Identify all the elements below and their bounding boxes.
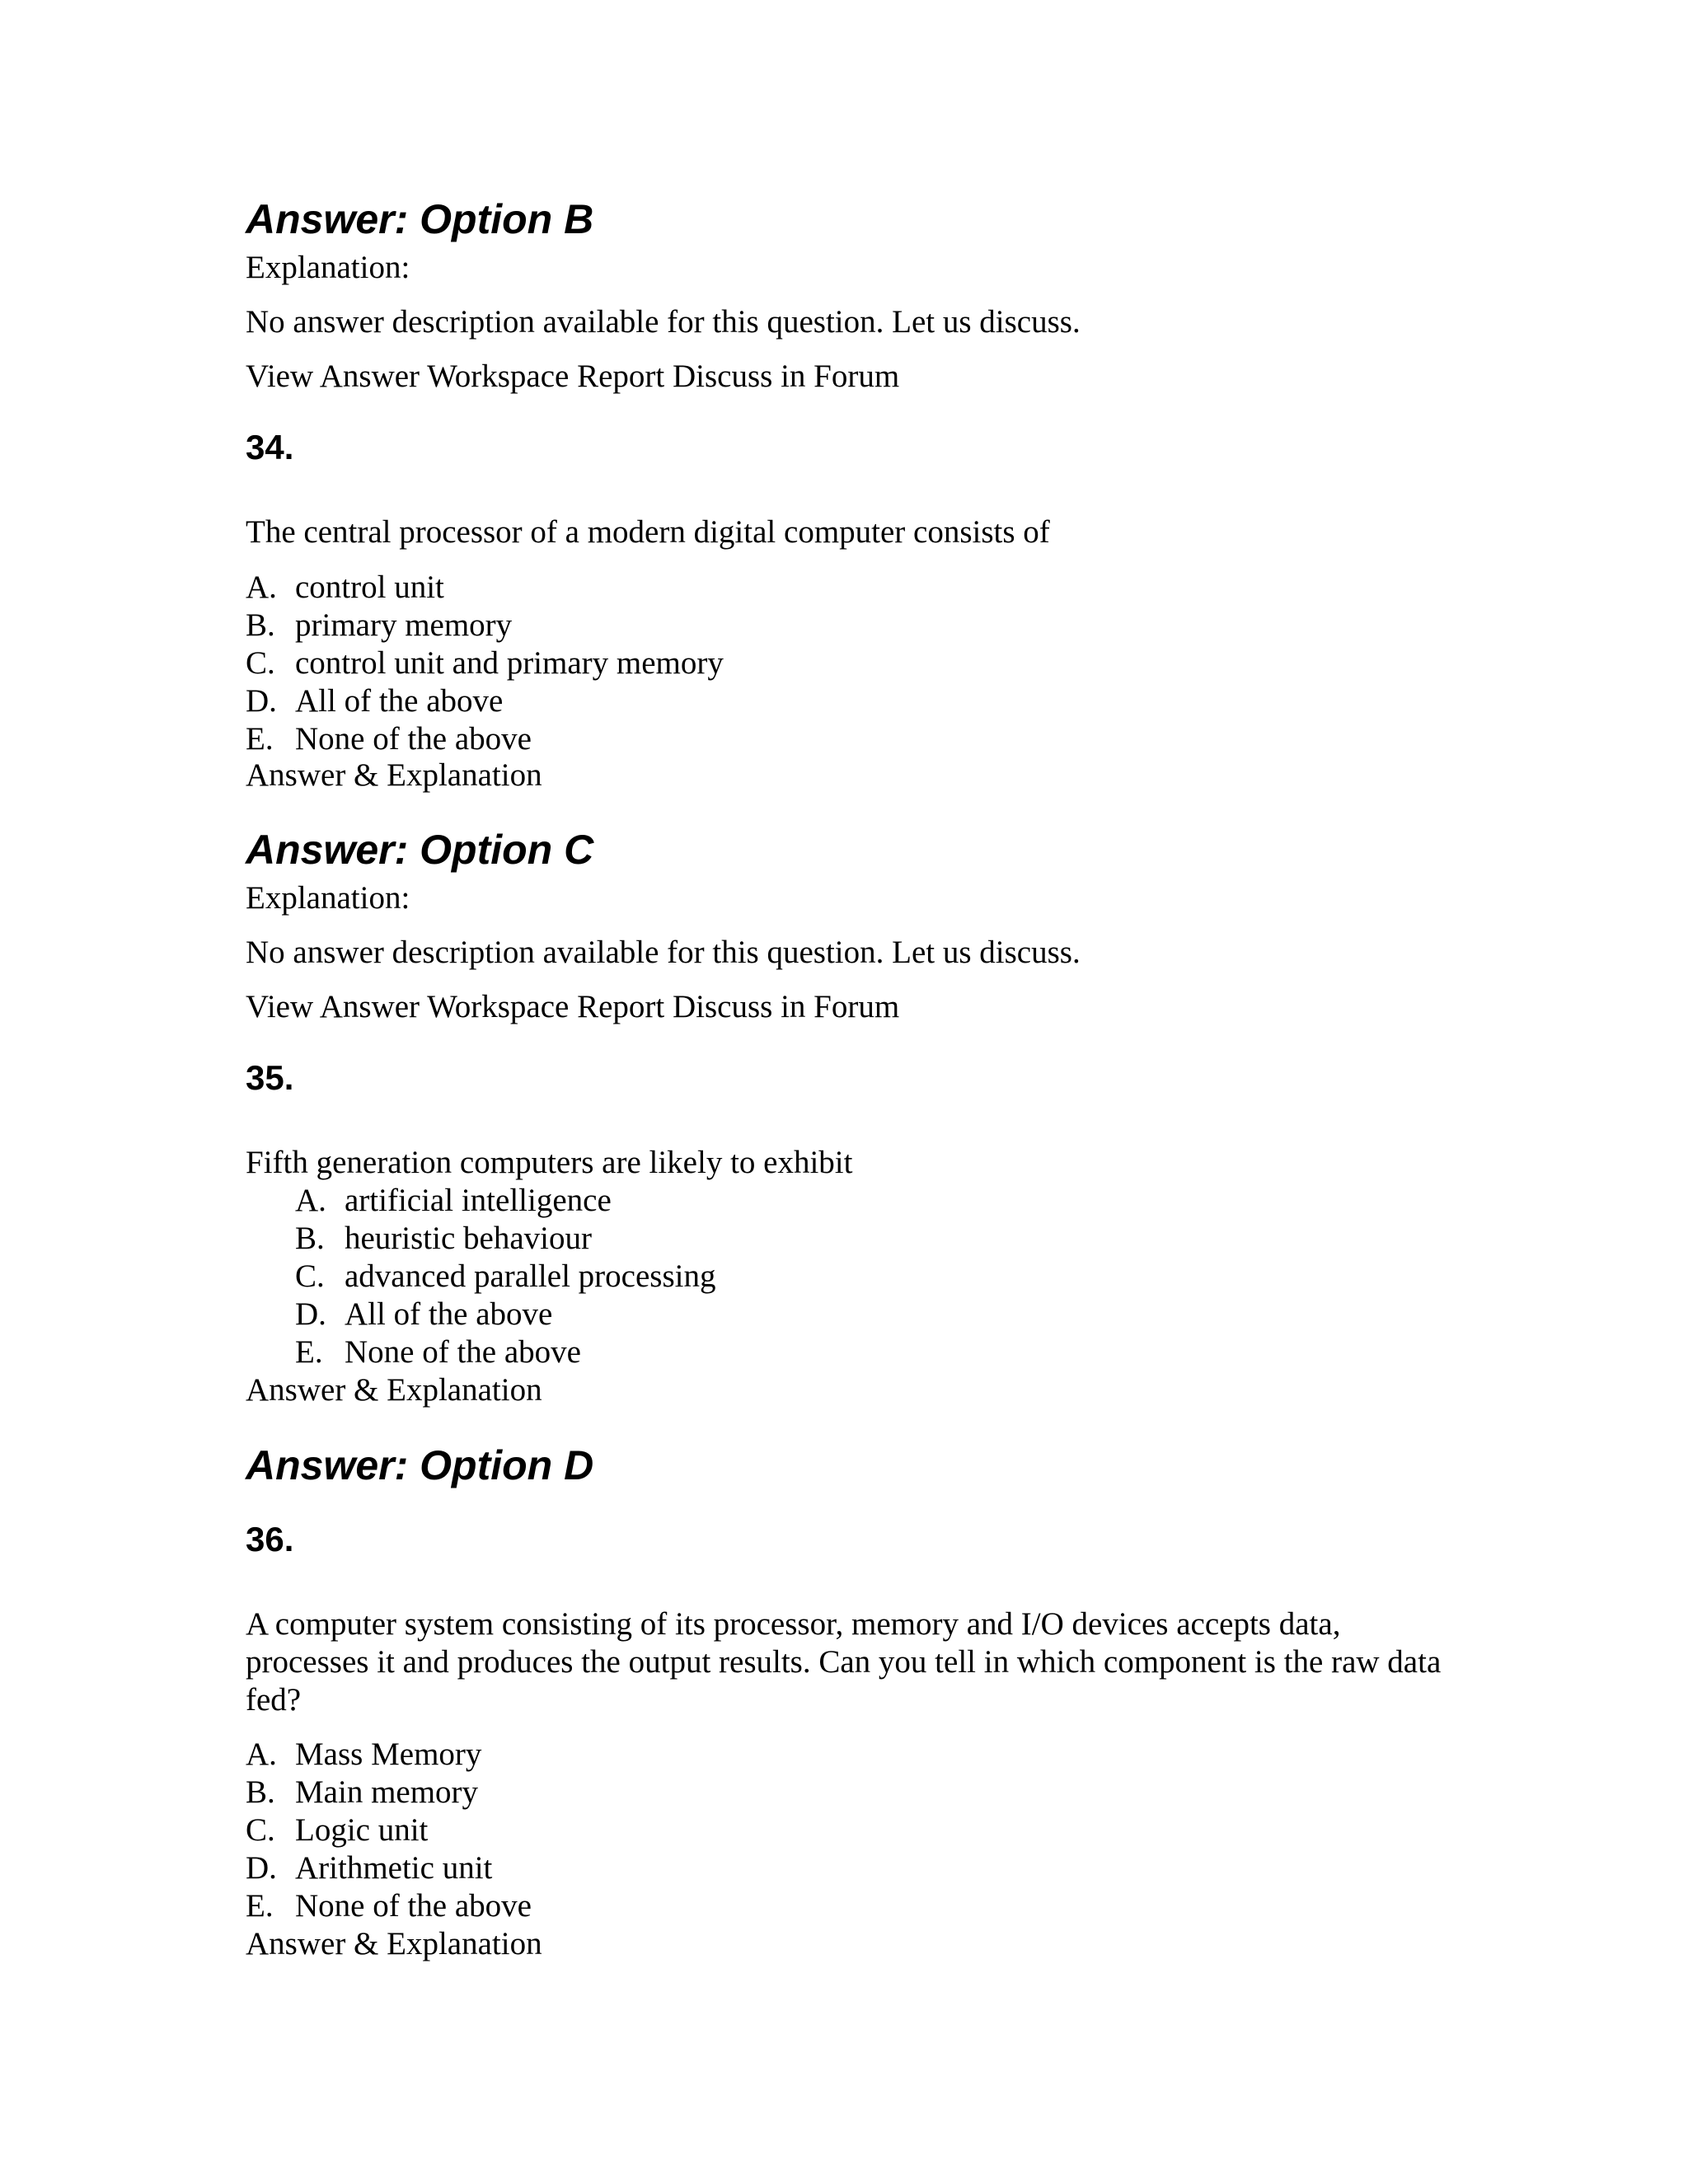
answer-heading: Answer: Option C: [246, 827, 594, 873]
answer-links[interactable]: View Answer Workspace Report Discuss in Forum: [246, 359, 900, 394]
option-item[interactable]: [246, 607, 724, 644]
option-list: [246, 1736, 532, 1925]
option-text: heuristic behaviour: [345, 1221, 592, 1256]
option-letter: C.: [246, 1812, 275, 1848]
option-item[interactable]: [246, 720, 724, 758]
option-item[interactable]: [295, 1258, 715, 1296]
explanation-label: Explanation:: [246, 880, 410, 916]
question-number: 36.: [246, 1520, 294, 1558]
option-text: Main memory: [295, 1774, 479, 1810]
answer-links[interactable]: View Answer Workspace Report Discuss in Forum: [246, 989, 900, 1024]
question-number: 35.: [246, 1058, 294, 1097]
option-letter: C.: [246, 645, 275, 681]
option-text: None of the above: [345, 1334, 581, 1370]
option-item[interactable]: [295, 1220, 715, 1258]
option-letter: E.: [246, 721, 274, 757]
option-text: artificial intelligence: [345, 1183, 612, 1218]
option-item[interactable]: [246, 569, 724, 607]
option-letter: D.: [246, 1850, 277, 1886]
explanation-text: No answer description available for this question. Let us discuss.: [246, 935, 1081, 970]
option-letter: E.: [295, 1334, 323, 1370]
answer-explanation-link[interactable]: Answer & Explanation: [246, 1372, 542, 1408]
option-item[interactable]: [246, 1736, 532, 1774]
option-list: [246, 569, 724, 758]
option-item[interactable]: [246, 1849, 532, 1887]
option-letter: C.: [295, 1258, 325, 1294]
option-item[interactable]: [246, 1887, 532, 1925]
question-text: A computer system consisting of its processor, memory and I/O devices accepts data, processes it and produces the output results. Can you tell in which component is the raw data fed?: [246, 1606, 1442, 1718]
option-item[interactable]: [246, 682, 724, 720]
option-text: All of the above: [295, 683, 504, 719]
answer-explanation-link[interactable]: Answer & Explanation: [246, 757, 542, 793]
option-letter: A.: [246, 1736, 277, 1772]
option-letter: E.: [246, 1888, 274, 1924]
question-text: The central processor of a modern digital computer consists of: [246, 514, 1050, 550]
explanation-text: No answer description available for this question. Let us discuss.: [246, 304, 1081, 340]
answer-heading: Answer: Option B: [246, 196, 594, 242]
option-letter: A.: [295, 1183, 326, 1218]
option-text: All of the above: [345, 1296, 553, 1332]
option-text: advanced parallel processing: [345, 1258, 716, 1294]
option-item[interactable]: [295, 1182, 715, 1220]
option-text: Mass Memory: [295, 1736, 482, 1772]
option-text: Arithmetic unit: [295, 1850, 493, 1886]
option-item[interactable]: [246, 1811, 532, 1849]
option-letter: D.: [295, 1296, 326, 1332]
option-text: Logic unit: [295, 1812, 429, 1848]
option-letter: B.: [246, 607, 275, 643]
option-letter: D.: [246, 683, 277, 719]
answer-heading: Answer: Option D: [246, 1442, 594, 1488]
option-letter: B.: [246, 1774, 275, 1810]
option-list: [295, 1182, 715, 1371]
option-text: control unit: [295, 569, 444, 605]
option-item[interactable]: [295, 1333, 715, 1371]
option-text: primary memory: [295, 607, 513, 643]
option-text: None of the above: [295, 1888, 532, 1924]
option-letter: B.: [295, 1221, 325, 1256]
question-text: Fifth generation computers are likely to exhibit: [246, 1145, 853, 1180]
option-letter: A.: [246, 569, 277, 605]
question-number: 34.: [246, 428, 294, 466]
option-item[interactable]: [295, 1296, 715, 1333]
option-item[interactable]: [246, 1774, 532, 1811]
option-text: control unit and primary memory: [295, 645, 724, 681]
explanation-label: Explanation:: [246, 250, 410, 285]
option-item[interactable]: [246, 644, 724, 682]
option-text: None of the above: [295, 721, 532, 757]
answer-explanation-link[interactable]: Answer & Explanation: [246, 1926, 542, 1961]
